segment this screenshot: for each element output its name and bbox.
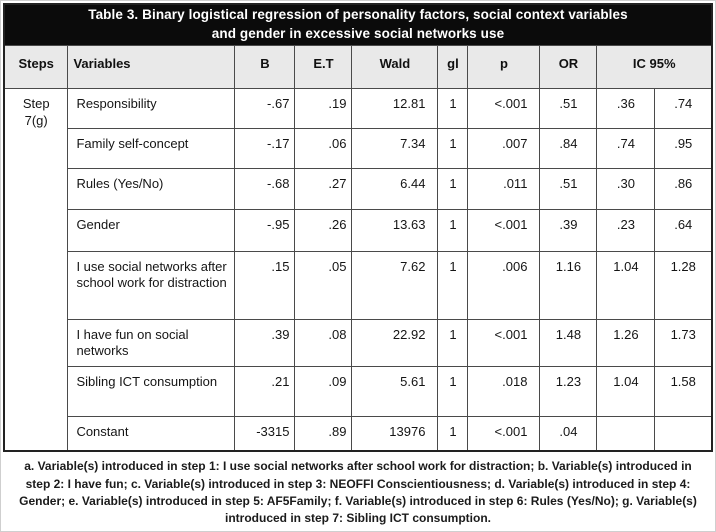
cell-ic-high: .95	[655, 128, 712, 168]
cell-wald: 12.81	[352, 88, 438, 128]
cell-gl: 1	[438, 366, 468, 416]
table-row	[4, 88, 712, 128]
cell-gl: 1	[438, 128, 468, 168]
cell-wald: 6.44	[352, 168, 438, 209]
title-row	[4, 4, 712, 45]
cell-b: .39	[235, 319, 295, 366]
cell-b: -.95	[235, 209, 295, 251]
cell-b: -.67	[235, 88, 295, 128]
cell-variable: I have fun on social networks	[68, 319, 235, 366]
cell-wald: 22.92	[352, 319, 438, 366]
cell-wald: 5.61	[352, 366, 438, 416]
step-label-line2: 7(g)	[24, 112, 48, 128]
cell-et: .19	[295, 88, 352, 128]
cell-ic-high: 1.28	[655, 251, 712, 319]
table-row	[4, 128, 712, 168]
cell-et: .26	[295, 209, 352, 251]
cell-ic-low	[597, 416, 655, 451]
col-header-b: B	[235, 45, 295, 88]
cell-p: .018	[468, 366, 540, 416]
cell-p: <.001	[468, 416, 540, 451]
table-title	[4, 4, 712, 45]
cell-or: 1.48	[540, 319, 597, 366]
cell-ic-high: 1.73	[655, 319, 712, 366]
cell-gl: 1	[438, 416, 468, 451]
cell-ic-low: .23	[597, 209, 655, 251]
cell-p: .007	[468, 128, 540, 168]
cell-ic-low: 1.26	[597, 319, 655, 366]
cell-p: <.001	[468, 209, 540, 251]
cell-et: .06	[295, 128, 352, 168]
steps-cell	[4, 88, 68, 451]
cell-variable: Rules (Yes/No)	[68, 168, 235, 209]
cell-gl: 1	[438, 88, 468, 128]
cell-ic-low: .74	[597, 128, 655, 168]
cell-b: .21	[235, 366, 295, 416]
col-header-gl: gl	[438, 45, 468, 88]
step-label-line1: Step	[22, 95, 50, 111]
cell-et: .08	[295, 319, 352, 366]
cell-p: .006	[468, 251, 540, 319]
table-row	[4, 366, 712, 416]
cell-variable: Responsibility	[68, 88, 235, 128]
cell-ic-high: 1.58	[655, 366, 712, 416]
cell-variable: Gender	[68, 209, 235, 251]
cell-et: .27	[295, 168, 352, 209]
table-title-line2: and gender in excessive social networks use	[211, 25, 505, 41]
cell-ic-high: .64	[655, 209, 712, 251]
cell-ic-low: .30	[597, 168, 655, 209]
cell-b: .15	[235, 251, 295, 319]
cell-or: .51	[540, 168, 597, 209]
cell-et: .09	[295, 366, 352, 416]
regression-table	[3, 3, 713, 452]
col-header-p: p	[468, 45, 540, 88]
cell-variable: Constant	[68, 416, 235, 451]
cell-ic-low: .36	[597, 88, 655, 128]
cell-ic-high: .74	[655, 88, 712, 128]
cell-wald: 7.34	[352, 128, 438, 168]
cell-et: .05	[295, 251, 352, 319]
footnote: a. Variable(s) introduced in step 1: I use social networks after school work for distraction; b. Variable(s) introduced in step 2: I have fun; c. Variable(s) introduced in step 3: NEOFFI Conscientiousness; d. Variable(s) introduced in step 4: Gender; e. Variable(s) introduced in step 5: AF5Family; f. Variable(s) introduced in step 6: Rules (Yes/No); g. Variable(s) introduced in step 7: Sibling ICT consumption.	[19, 459, 697, 526]
col-header-variables: Variables	[68, 45, 235, 88]
table-row	[4, 209, 712, 251]
cell-et: .89	[295, 416, 352, 451]
cell-wald: 13.63	[352, 209, 438, 251]
cell-gl: 1	[438, 319, 468, 366]
cell-b: -3315	[235, 416, 295, 451]
cell-p: <.001	[468, 319, 540, 366]
cell-b: -.68	[235, 168, 295, 209]
cell-b: -.17	[235, 128, 295, 168]
cell-or: 1.23	[540, 366, 597, 416]
table-title-line1: Table 3. Binary logistical regression of personality factors, social context variables	[88, 7, 628, 22]
table-row	[4, 251, 712, 319]
cell-ic-low: 1.04	[597, 251, 655, 319]
cell-gl: 1	[438, 251, 468, 319]
cell-wald: 13976	[352, 416, 438, 451]
cell-variable: Family self-concept	[68, 128, 235, 168]
cell-or: .39	[540, 209, 597, 251]
cell-variable: Sibling ICT consumption	[68, 366, 235, 416]
table-row	[4, 416, 712, 451]
col-header-et: E.T	[295, 45, 352, 88]
col-header-wald: Wald	[352, 45, 438, 88]
cell-wald: 7.62	[352, 251, 438, 319]
cell-gl: 1	[438, 209, 468, 251]
cell-or: .04	[540, 416, 597, 451]
col-header-steps: Steps	[4, 45, 68, 88]
table-row	[4, 168, 712, 209]
table-row	[4, 319, 712, 366]
cell-ic-high: .86	[655, 168, 712, 209]
cell-or: 1.16	[540, 251, 597, 319]
cell-or: .51	[540, 88, 597, 128]
cell-variable: I use social networks after school work for distraction	[68, 251, 235, 319]
col-header-or: OR	[540, 45, 597, 88]
cell-p: <.001	[468, 88, 540, 128]
cell-ic-low: 1.04	[597, 366, 655, 416]
cell-p: .011	[468, 168, 540, 209]
column-header-row	[4, 45, 712, 88]
cell-ic-high	[655, 416, 712, 451]
cell-or: .84	[540, 128, 597, 168]
col-header-ic95: IC 95%	[597, 45, 712, 88]
cell-gl: 1	[438, 168, 468, 209]
